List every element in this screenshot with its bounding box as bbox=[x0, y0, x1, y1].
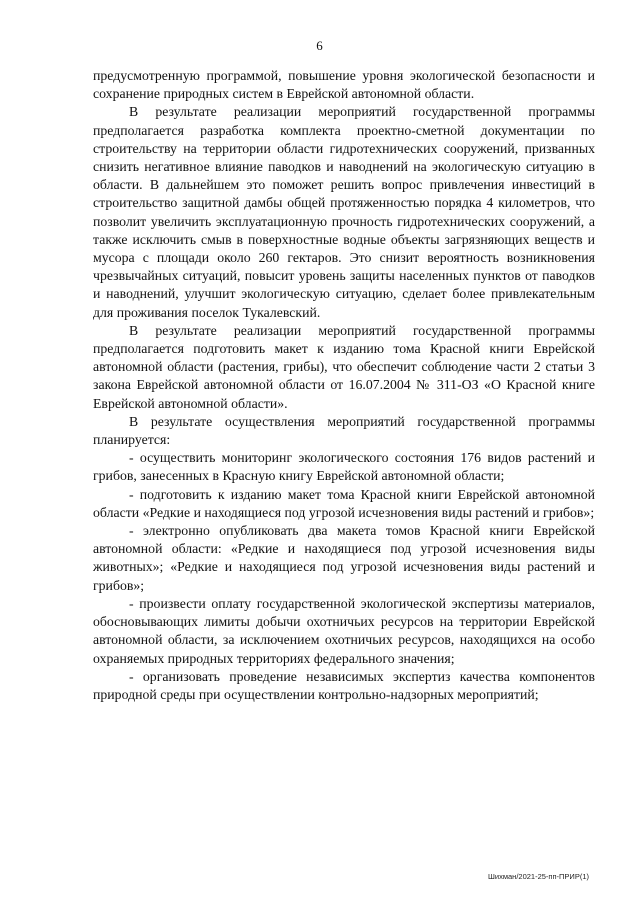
paragraph: предусмотренную программой, повышение уровня экологической безопасности и сохранение природных систем в Еврейской автономной области. bbox=[93, 68, 595, 102]
list-item: - осуществить мониторинг экологического состояния 176 видов растений и грибов, занесенных в Красную книгу Еврейской автономной области; bbox=[93, 450, 595, 484]
paragraph: В результате реализации мероприятий государственной программы предполагается разработка комплекта проектно-сметной документации по строительству на территории области гидротехнических сооружений, призванных снизить негативное влияние паводков и наводнений на экологическую ситуацию в области. В дальнейшем это поможет решить вопрос привлечения инвестиций в строительство защитной дамбы общей протяженностью порядка 4 километров, что позволит увеличить эксплуатационную прочность гидротехнических сооружений, а также исключить смыв в поверхностные водные объекты загрязняющих веществ и мусора с площади около 260 гектаров. Это снизит вероятность возникновения чрезвычайных ситуаций, повысит уровень защиты населенных пунктов от паводков и наводнений, улучшит экологическую ситуацию, сделает более привлекательным для проживания поселок Тукалевский. bbox=[93, 104, 595, 320]
list-item: - подготовить к изданию макет тома Красной книги Еврейской автономной области «Редкие и находящиеся под угрозой исчезновения виды растений и грибов»; bbox=[93, 486, 595, 520]
document-footer-code: Шихман/2021-25-пп-ПРИР(1) bbox=[488, 872, 589, 881]
paragraph: В результате реализации мероприятий государственной программы предполагается подготовить макет к изданию тома Красной книги Еврейской автономной области (растения, грибы), что обеспечит соблюдение части 2 статьи 3 закона Еврейской автономной области от 16.07.2004 № 311-ОЗ «О Красной книге Еврейской автономной области». bbox=[93, 322, 595, 411]
list-item: - произвести оплату государственной экологической экспертизы материалов, обосновывающих лимиты добычи охотничьих ресурсов на территории Еврейской автономной области, за исключением охотничьих ресурсов, находящихся на особо охраняемых природных территориях федерального значения; bbox=[93, 595, 595, 666]
page-number: 6 bbox=[316, 38, 323, 53]
document-body bbox=[93, 67, 595, 704]
list-item: - электронно опубликовать два макета томов Красной книги Еврейской автономной области: «Редкие и находящиеся под угрозой исчезновения виды животных»; «Редкие и находящиеся под угрозой исчезновения виды растений и грибов»; bbox=[93, 523, 595, 593]
list-item: - организовать проведение независимых экспертиз качества компонентов природной среды при осуществлении контрольно-надзорных мероприятий; bbox=[93, 668, 595, 702]
paragraph: В результате осуществления мероприятий государственной программы планируется: bbox=[93, 413, 595, 448]
